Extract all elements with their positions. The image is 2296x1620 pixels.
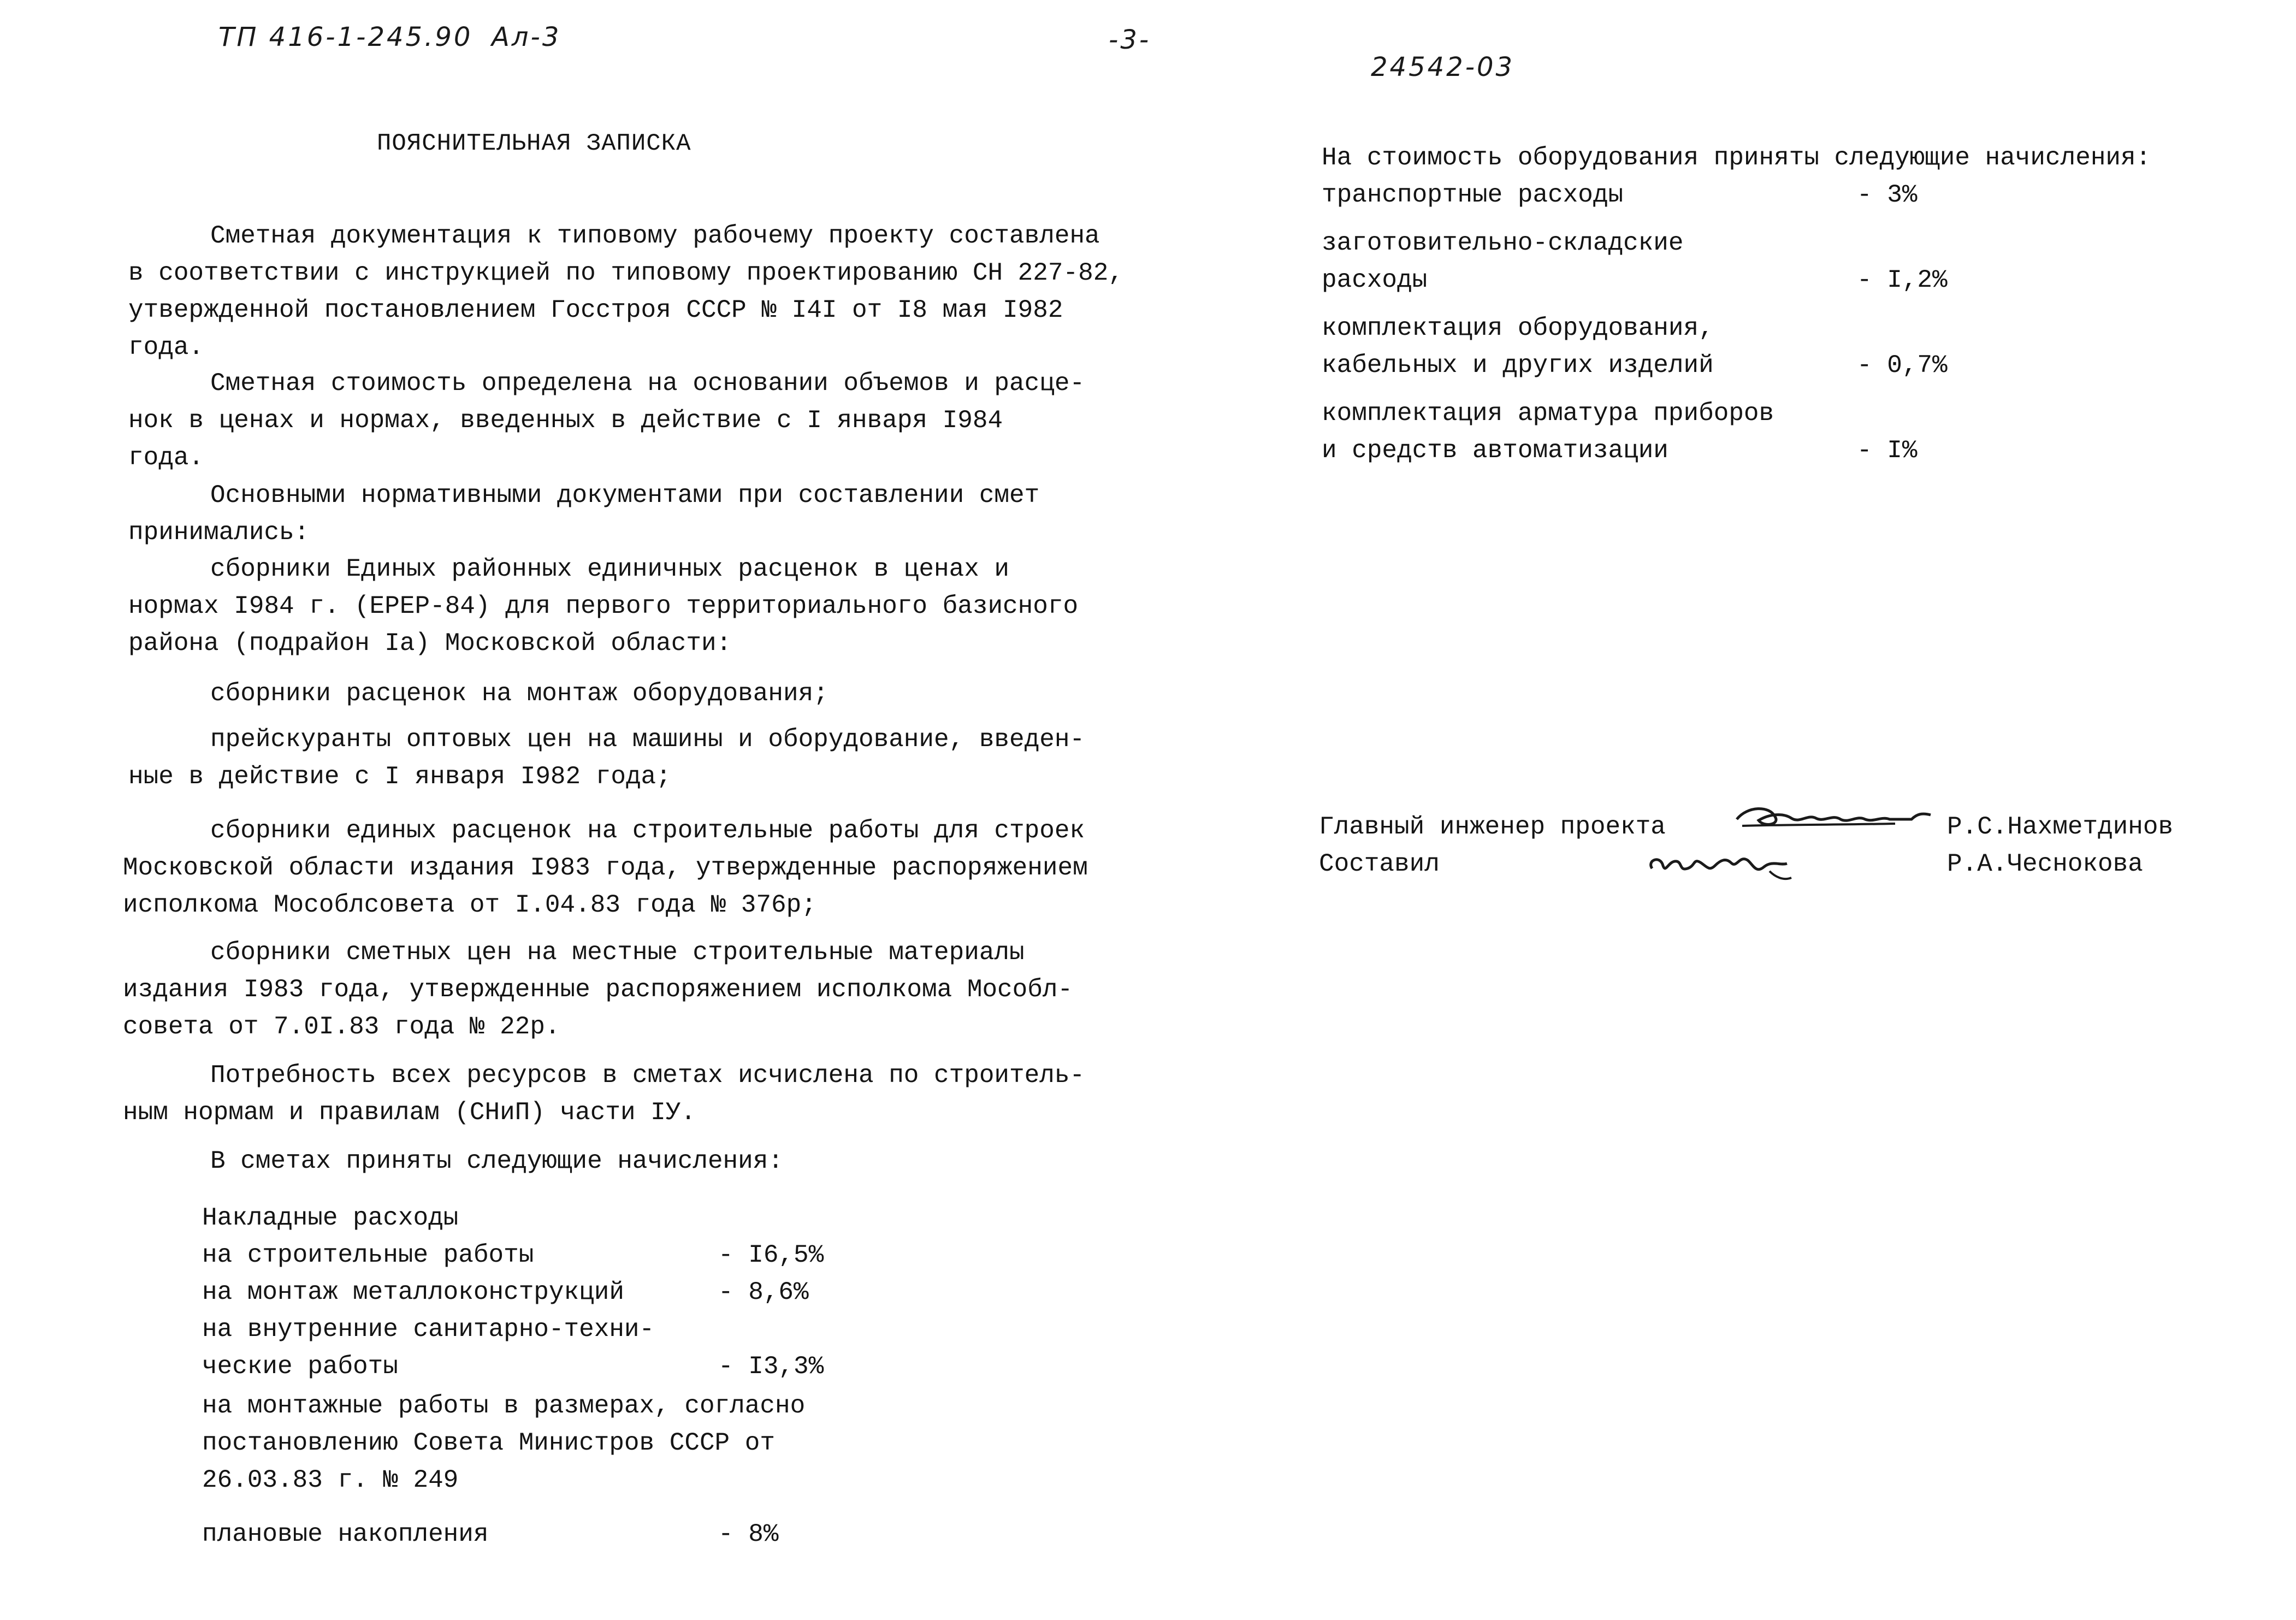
- text-line: Сметная документация к типовому рабочему проекту составлена: [210, 222, 1100, 250]
- charge-label: кабельных и других изделий: [1322, 351, 1714, 380]
- equipment-charge-row: [1322, 310, 2032, 384]
- paragraph-2: [128, 365, 1085, 476]
- planned-label: плановые накопления: [202, 1520, 489, 1548]
- signature-name: Р.А.Чеснокова: [1947, 850, 2143, 878]
- text-line: года.: [128, 444, 204, 472]
- charge-label: заготовительно-складские: [1322, 229, 1684, 257]
- text-line: постановлению Совета Министров СССР от: [202, 1429, 775, 1457]
- charge-value: - I3,3%: [718, 1352, 824, 1381]
- signature-name: Р.С.Нахметдинов: [1947, 813, 2174, 841]
- charge-label: транспортные расходы: [1322, 181, 1624, 209]
- text-line: издания I983 года, утвержденные распоряжением исполкома Мособл-: [123, 975, 1073, 1004]
- text-line: исполкома Мособлсовета от I.04.83 года № 376р;: [123, 891, 816, 919]
- text-line: ные в действие с I января I982 года;: [128, 762, 671, 791]
- charge-value: - 8,6%: [718, 1278, 809, 1306]
- text-line: сборники Единых районных единичных расценок в ценах и: [210, 555, 1010, 583]
- text-line: Московской области издания I983 года, утвержденные распоряжением: [123, 854, 1088, 882]
- text-line: Потребность всех ресурсов в сметах исчислена по строитель-: [210, 1061, 1085, 1090]
- page-title: ПОЯСНИТЕЛЬНАЯ ЗАПИСКА: [377, 130, 691, 157]
- charge-label: на внутренние санитарно-техни-: [202, 1315, 655, 1344]
- text-line: Основными нормативными документами при составлении смет: [210, 481, 1040, 510]
- text-line: 26.03.83 г. № 249: [202, 1466, 459, 1494]
- charge-label: комплектация оборудования,: [1322, 314, 1714, 342]
- charges-table: [202, 1237, 847, 1385]
- planned-savings-row: [202, 1516, 847, 1553]
- paragraph-4: [128, 551, 1078, 662]
- text-line: совета от 7.0I.83 года № 22р.: [123, 1013, 560, 1041]
- text-line: ным нормам и правилам (СНиП) части IУ.: [123, 1098, 696, 1127]
- signature-role: Главный инженер проекта: [1319, 813, 1666, 841]
- text-line: нормах I984 г. (ЕРЕР-84) для первого территориального базисного: [128, 592, 1079, 620]
- paragraph-1: [128, 217, 1123, 366]
- text-line: сборники расценок на монтаж оборудования;: [210, 679, 829, 708]
- charge-label: на строительные работы: [202, 1241, 534, 1269]
- equipment-charge-row: [1322, 176, 2032, 214]
- charge-label: и средств автоматизации: [1322, 436, 1668, 465]
- equipment-charge-row: [1322, 395, 2032, 469]
- text-line: утвержденной постановлением Госстроя СССР № I4I от I8 мая I982: [128, 296, 1063, 324]
- equipment-intro: На стоимость оборудования приняты следующие начисления:: [1322, 144, 2151, 172]
- equipment-charges: [1322, 176, 2032, 469]
- text-line: Сметная стоимость определена на основании объемов и расце-: [210, 369, 1085, 398]
- charge-value: - I6,5%: [718, 1241, 824, 1269]
- charge-label: расходы: [1322, 266, 1428, 294]
- text-line: нок в ценах и нормах, введенных в действие с I января I984: [128, 406, 1003, 435]
- text-line: сборники единых расценок на строительные работы для строек: [210, 817, 1085, 845]
- handwritten-signature-compiler: [1644, 844, 1808, 893]
- equipment-charge-row: [1322, 224, 2032, 299]
- paragraph-8: [123, 934, 1073, 1045]
- text-line: года.: [128, 333, 204, 362]
- text-line: сборники сметных цен на местные строительные материалы: [210, 938, 1025, 967]
- page-number: -3-: [1109, 25, 1151, 55]
- charge-value: - I,2%: [1857, 266, 1948, 294]
- charge-row: [202, 1311, 847, 1348]
- text-line: в соответствии с инструкцией по типовому проектированию СН 227-82,: [128, 259, 1123, 287]
- charge-label: комплектация арматура приборов: [1322, 399, 1774, 428]
- signature-role: Составил: [1319, 850, 1440, 878]
- charge-value: - 0,7%: [1857, 351, 1948, 380]
- text-line: прейскуранты оптовых цен на машины и оборудование, введен-: [210, 725, 1085, 754]
- document-number: 24542-03: [1371, 52, 1515, 82]
- charge-label: на монтаж металлоконструкций: [202, 1278, 624, 1306]
- planned-value: - 8%: [718, 1520, 779, 1548]
- overhead-title: Накладные расходы: [202, 1204, 459, 1232]
- charge-row: [202, 1237, 847, 1274]
- paragraph-9: [123, 1057, 1085, 1131]
- charge-row: [202, 1348, 847, 1385]
- text-line: на монтажные работы в размерах, согласно: [202, 1392, 806, 1420]
- paragraph-6: [128, 721, 1085, 795]
- paragraph-3: [128, 477, 1039, 551]
- paragraph-5: [210, 675, 829, 712]
- paragraph-10: В сметах приняты следующие начисления:: [210, 1147, 783, 1175]
- charge-label: ческие работы: [202, 1352, 398, 1381]
- text-line: района (подрайон Iа) Московской области:: [128, 629, 732, 658]
- sheet-label: Ал-3: [492, 22, 561, 52]
- text-line: принимались:: [128, 518, 310, 547]
- document-code: ТП 416-1-245.90: [218, 22, 473, 52]
- charge-value: - 3%: [1857, 181, 1918, 209]
- charge-value: - I%: [1857, 436, 1918, 465]
- handwritten-signature-chief-engineer: [1731, 797, 1939, 838]
- paragraph-11: [202, 1387, 805, 1499]
- paragraph-7: [123, 812, 1088, 924]
- charge-row: [202, 1274, 847, 1311]
